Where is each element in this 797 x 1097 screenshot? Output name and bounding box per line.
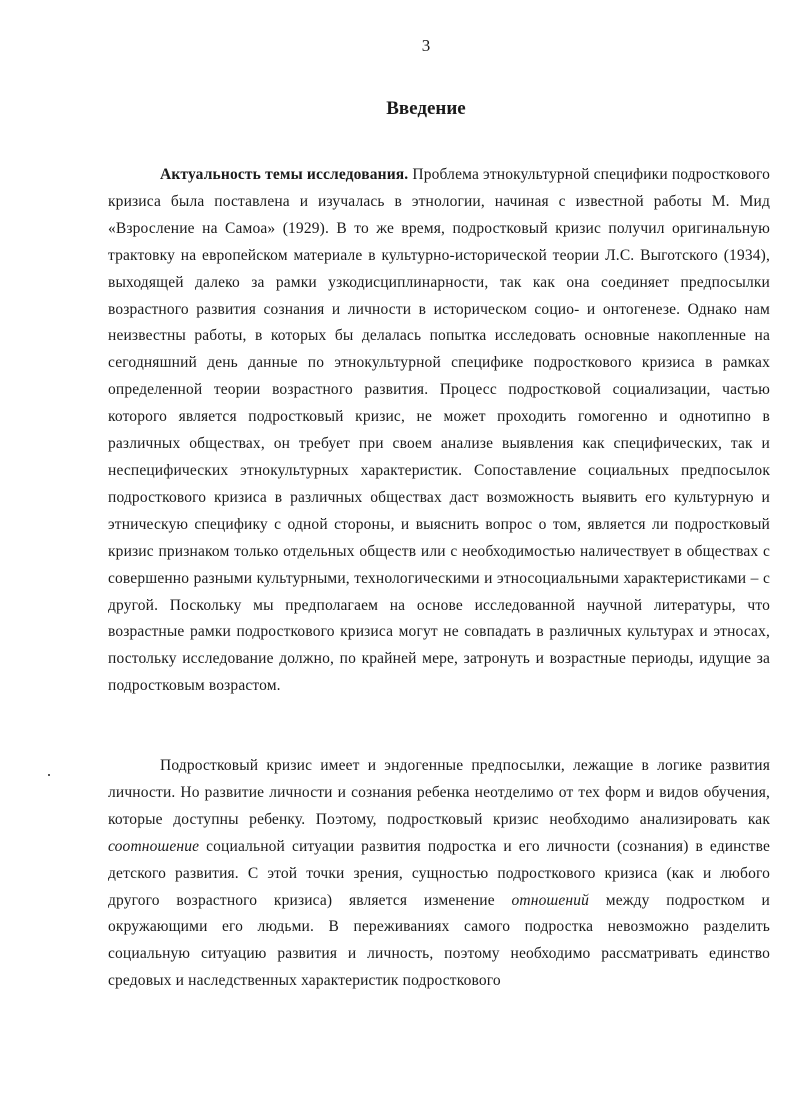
scan-speck bbox=[48, 774, 50, 776]
paragraph-relevance bbox=[108, 162, 770, 700]
italic-term-relations: отношений bbox=[511, 891, 590, 909]
page-number: 3 bbox=[421, 36, 431, 55]
paragraph-lead: Актуальность темы исследования. bbox=[160, 166, 409, 183]
paragraph-text: между подростком и окружающими его людьми. В переживаниях самого подростка невозможно разделить социальную ситуацию развития и личность, поэтому необходимо рассматривать единство средовых и наследственных характеристик подросткового bbox=[108, 891, 770, 990]
paragraph-text: социальной ситуации развития подростка и его личности (сознания) в единстве детского развития. С этой точки зрения, сущностью подросткового кризиса (как и любого другого возрастного кризиса) является изменение bbox=[108, 837, 770, 909]
section-title: Введение bbox=[386, 98, 466, 119]
paragraph-crisis bbox=[108, 753, 770, 995]
paragraph-text: Подростковый кризис имеет и эндогенные предпосылки, лежащие в логике развития личности. Но развитие личности и сознания ребенка неотделимо от тех форм и видов обучения, которые доступны ребенку. Поэтому, подростковый кризис необходимо анализировать как bbox=[108, 757, 770, 828]
paragraph-text: Проблема этнокультурной специфики подросткового кризиса была поставлена и изучалась в этнологии, начиная с известной работы М. Мид «Взросление на Самоа» (1929). В то же время, подростковый кризис получил оригинальную трактовку на европейском материале в культурно-исторической теории Л.С. Выготского (1934), выходящей далеко за рамки узкодисциплинарности, так как она соединяет предпосылки возрастного развития сознания и личности в историческом социо- и онтогенезе. Однако нам неизвестны работы, в которых бы делалась попытка исследовать основные накопленные на сегодняшний день данные по этнокультурной специфике подросткового кризиса в рамках определенной теории возрастного развития. Процесс подростковой социализации, частью которого является подростковый кризис, не может проходить гомогенно и однотипно в различных обществах, он требует при своем анализе выявления как специфических, так и неспецифических этнокультурных характеристик. Сопоставление социальных предпосылок подросткового кризиса в различных обществах даст возможность выявить его культурную и этническую специфику с одной стороны, и выяснить вопрос о том, является ли подростковый кризис признаком только отдельных обществ или с необходимостью наличествует в обществах с совершенно разными культурными, технологическими и этносоциальными характеристиками – с другой. Поскольку мы предполагаем на основе исследованной научной литературы, что возрастные рамки подросткового кризиса могут не совпадать в различных культурах и этносах, постольку исследование должно, по крайней мере, затронуть и возрастные периоды, идущие за подростковым возрастом. bbox=[108, 166, 771, 695]
italic-term-correlation: соотношение bbox=[108, 837, 200, 855]
